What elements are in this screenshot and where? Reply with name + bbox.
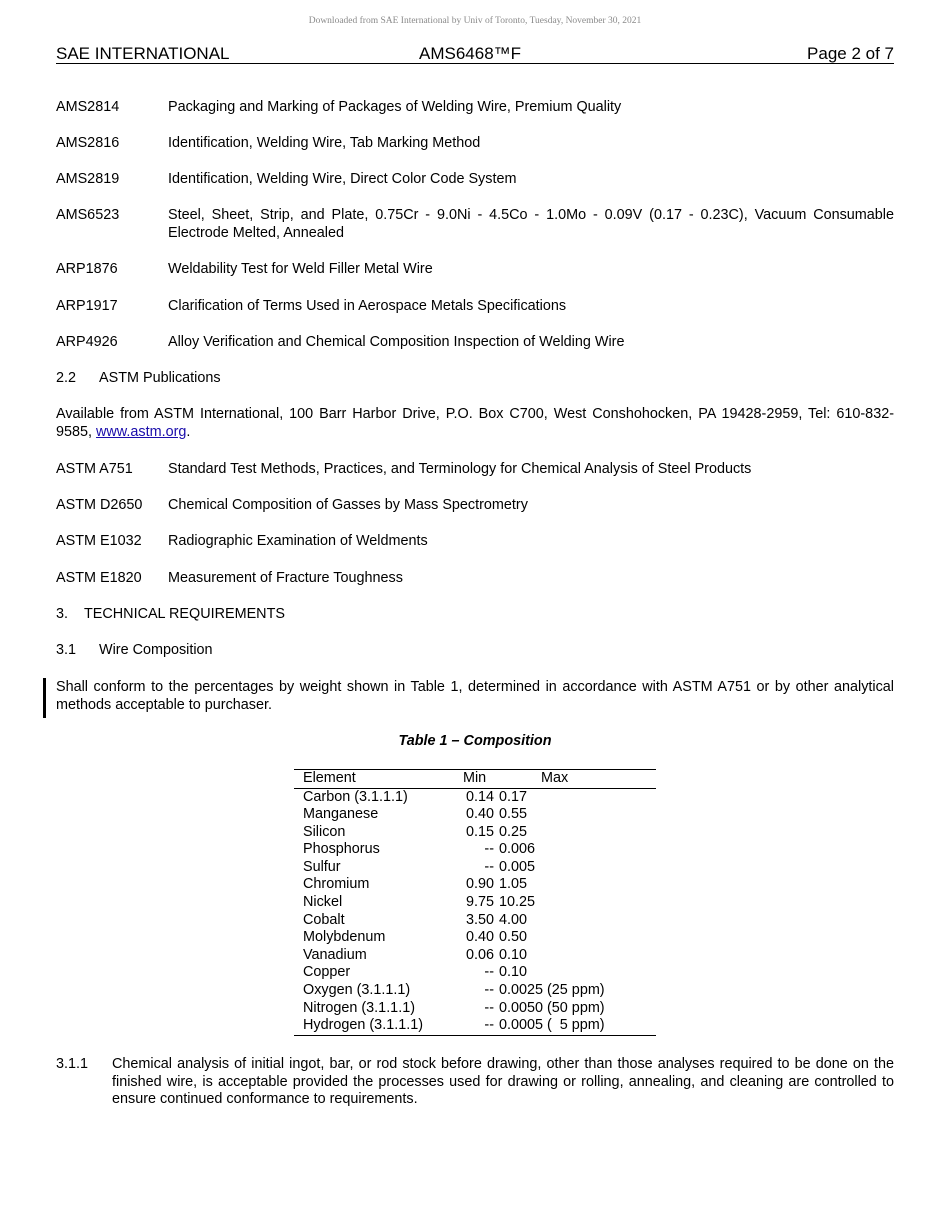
reference-code: AMS2816 [56,135,120,151]
cell-min: -- [484,964,494,981]
cell-max: 0.0050 (50 ppm) [499,999,605,1016]
cell-min: 0.90 [465,876,494,893]
cell-max: 0.25 [499,823,528,840]
reference-code: ASTM E1820 [56,570,142,586]
cell-element: Hydrogen (3.1.1.1) [303,1017,423,1034]
cell-max: 0.0025 (25 ppm) [499,982,605,999]
reference-title: Standard Test Methods, Practices, and Terminology for Chemical Analysis of Steel Products [168,461,752,477]
table-row [294,929,656,947]
cell-max: 10.25 [499,894,536,911]
cell-min: 0.15 [465,823,494,840]
cell-element: Vanadium [303,946,367,963]
table-row [294,859,656,877]
reference-code: AMS6523 [56,207,120,223]
cell-min: 9.75 [465,894,494,911]
page-header [56,44,894,64]
table-row [294,1000,656,1018]
table-row [294,789,656,807]
table-row [294,806,656,824]
cell-min: 3.50 [465,911,494,928]
cell-min: 0.40 [465,806,494,823]
cell-min: 0.40 [465,929,494,946]
cell-element: Oxygen (3.1.1.1) [303,982,411,999]
subsection-number: 3.1.1 [56,1056,89,1072]
table-header-row [294,770,656,789]
reference-title: Measurement of Fracture Toughness [168,570,403,586]
reference-code: ARP1917 [56,298,118,314]
reference-title: Identification, Welding Wire, Direct Color Code System [168,171,517,187]
cell-element: Copper [303,964,351,981]
cell-element: Molybdenum [303,929,386,946]
cell-min: -- [484,999,494,1016]
reference-title: Radiographic Examination of Weldments [168,533,428,549]
availability-period: . [186,423,191,440]
header-org: SAE INTERNATIONAL [56,44,230,63]
reference-title: Weldability Test for Weld Filler Metal Wire [168,261,433,277]
table-title: Table 1 – Composition [398,733,552,749]
cell-element: Nitrogen (3.1.1.1) [303,999,415,1016]
cell-min: -- [484,1017,494,1034]
cell-max: 0.17 [499,788,528,805]
cell-max: 0.0005 ( 5 ppm) [499,1017,605,1034]
cell-max: 4.00 [499,911,528,928]
cell-element: Chromium [303,876,370,893]
download-watermark: Downloaded from SAE International by Univ of Toronto, Tuesday, November 30, 2021 [308,16,642,26]
section-title: ASTM Publications [99,370,221,386]
reference-code: AMS2819 [56,171,120,187]
reference-title: Alloy Verification and Chemical Composition Inspection of Welding Wire [168,334,625,350]
reference-code: ASTM D2650 [56,497,143,513]
header-page-number: Page 2 of 7 [807,44,894,63]
section-number: 2.2 [56,370,77,386]
cell-element: Phosphorus [303,841,380,858]
reference-title: Clarification of Terms Used in Aerospace Metals Specifications [168,298,567,314]
cell-element: Nickel [303,894,343,911]
table-row [294,876,656,894]
table-row [294,841,656,859]
reference-code: ASTM A751 [56,461,133,477]
cell-max: 0.10 [499,964,528,981]
table-row [294,947,656,965]
revision-change-bar [43,678,46,718]
section-title: Wire Composition [99,642,213,658]
reference-code: AMS2814 [56,99,120,115]
section-number: 3. [56,606,69,622]
header-max: Max [541,770,569,786]
cell-min: -- [484,982,494,999]
cell-min: 0.14 [465,788,494,805]
reference-title: Packaging and Marking of Packages of Welding Wire, Premium Quality [168,99,622,115]
table-row [294,1017,656,1035]
section-title: TECHNICAL REQUIREMENTS [84,606,285,622]
reference-code: ARP4926 [56,334,118,350]
composition-table [294,769,656,1036]
table-row [294,824,656,842]
reference-code: ASTM E1032 [56,533,142,549]
table-body [294,789,656,1035]
cell-element: Cobalt [303,911,345,928]
header-doc-id: AMS6468™F [419,44,522,63]
cell-min: 0.06 [465,946,494,963]
cell-element: Carbon (3.1.1.1) [303,788,408,805]
availability-paragraph [56,406,894,441]
reference-code: ARP1876 [56,261,118,277]
availability-text: Available from ASTM International, 100 Barr Harbor Drive, P.O. Box C700, West Conshohocken, PA 19428-2959, Tel: 610-832-9585, [56,406,894,440]
header-element: Element [303,770,356,786]
cell-min: -- [484,841,494,858]
table-row [294,894,656,912]
table-row [294,964,656,982]
reference-title: Chemical Composition of Gasses by Mass Spectrometry [168,497,528,513]
cell-max: 1.05 [499,876,528,893]
cell-min: -- [484,858,494,875]
header-min: Min [463,770,487,786]
cell-max: 0.55 [499,806,528,823]
astm-website-link[interactable]: www.astm.org [96,423,187,440]
cell-max: 0.005 [499,858,536,875]
cell-max: 0.10 [499,946,528,963]
cell-element: Manganese [303,806,379,823]
reference-title: Identification, Welding Wire, Tab Marking Method [168,135,481,151]
table-row [294,912,656,930]
section-number: 3.1 [56,642,77,658]
table-row [294,982,656,1000]
subsection-text: Chemical analysis of initial ingot, bar, or rod stock before drawing, other than those analyses required to be done on the finished wire, is acceptable provided the processes used for drawing or rolling, annealing, and cleaning are controlled to ensure continued conformance to requirements. [112,1056,894,1107]
cell-max: 0.50 [499,929,528,946]
composition-paragraph: Shall conform to the percentages by weight shown in Table 1, determined in accordance with ASTM A751 or by other analytical methods acceptable to purchaser. [56,679,894,713]
cell-max: 0.006 [499,841,536,858]
cell-element: Silicon [303,823,346,840]
reference-title: Steel, Sheet, Strip, and Plate, 0.75Cr - 9.0Ni - 4.5Co - 1.0Mo - 0.09V (0.17 - 0.23C), Vacuum Consumable Electrode Melted, Annealed [168,207,894,241]
cell-element: Sulfur [303,858,341,875]
